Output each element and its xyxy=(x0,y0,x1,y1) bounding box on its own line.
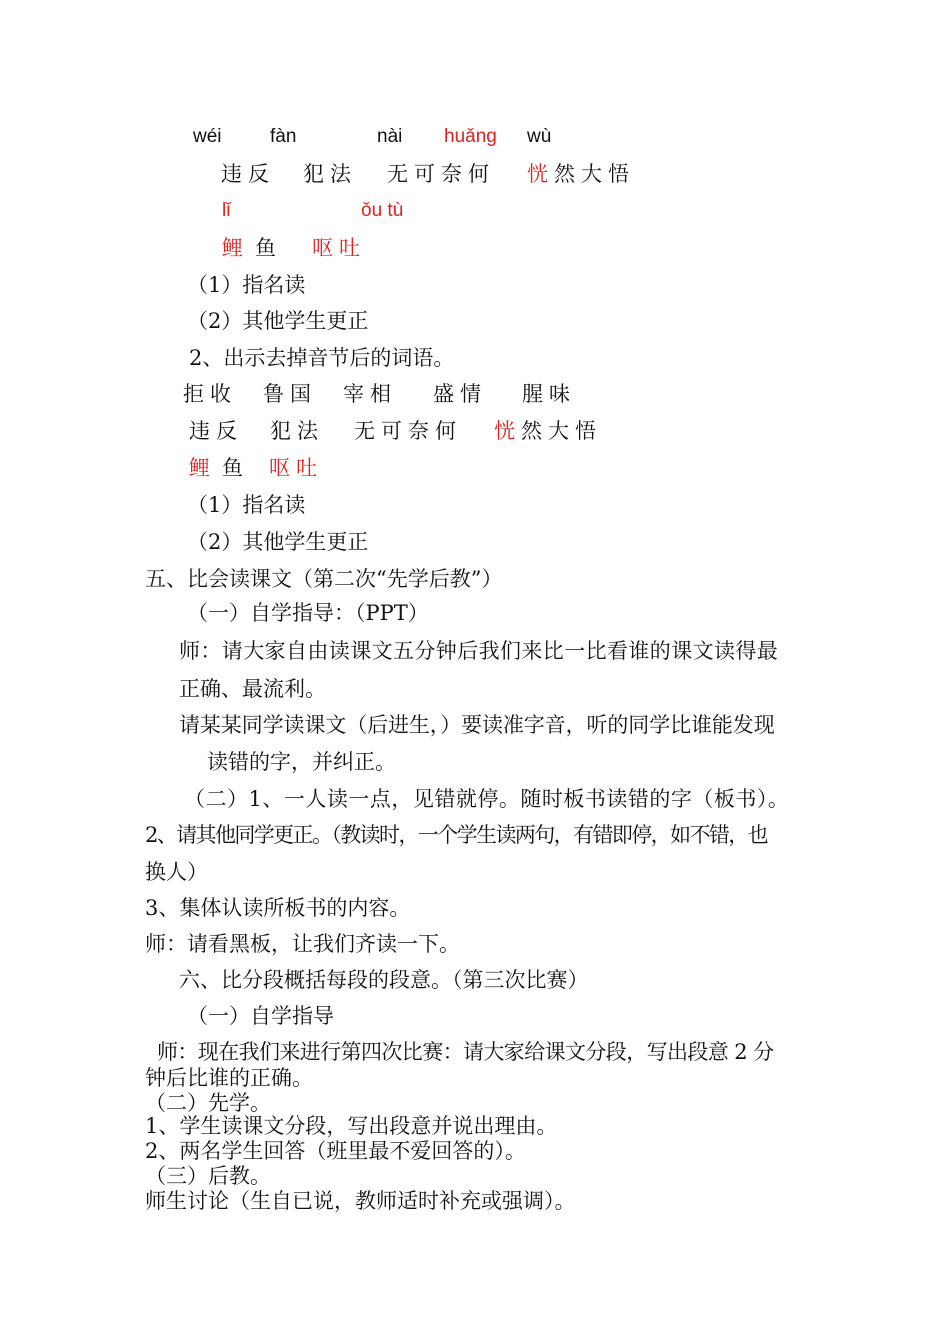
step-read-by-name: （1）指名读 xyxy=(187,273,306,297)
word-fanfa: 犯法 xyxy=(303,162,357,186)
pinyin-nai: nài xyxy=(377,126,403,147)
section6-para2: （二）先学。 xyxy=(145,1091,271,1115)
section6-para1-line1: 师：现在我们来进行第四次比赛：请大家给课文分段，写出段意 2 分 xyxy=(157,1040,774,1064)
word-li: 鲤 xyxy=(222,236,249,260)
section5-para5: 3、集体认读所板书的内容。 xyxy=(145,896,411,920)
word-outu: 呕吐 xyxy=(312,236,366,260)
section6-para3: 1、学生读课文分段，写出段意并说出理由。 xyxy=(145,1114,558,1138)
pinyin-huang: huǎng xyxy=(444,126,497,147)
word-huang-2: 恍 xyxy=(494,419,521,443)
section5-para2-line1: 请某某同学读课文（后进生，）要读准字音，听的同学比谁能发现 xyxy=(179,713,775,737)
word-jushou: 拒收 xyxy=(183,382,237,406)
step-others-correct: （2）其他学生更正 xyxy=(187,309,369,333)
pinyin-wu: wù xyxy=(527,126,552,147)
word-yu-2: 鱼 xyxy=(222,456,249,480)
section5-para1-line2: 正确、最流利。 xyxy=(179,677,326,701)
word-luguo: 鲁国 xyxy=(263,382,317,406)
section5-para1-line1: 师：请大家自由读课文五分钟后我们来比一比看谁的课文读得最 xyxy=(179,639,779,663)
section5-para4-line1: 2、请其他同学更正。（教读时，一个学生读两句，有错即停，如不错，也 xyxy=(145,823,768,847)
section5-title: 五、比会读课文（第二次“先学后教”） xyxy=(145,567,503,591)
word-yu: 鱼 xyxy=(255,236,282,260)
pinyin-wei: wéi xyxy=(193,126,222,147)
section6-para5: （三）后教。 xyxy=(145,1164,271,1188)
pinyin-li: lǐ xyxy=(222,200,231,221)
section6-para6: 师生讨论（生自已说，教师适时补充或强调）。 xyxy=(145,1189,576,1213)
section5-para4-line2: 换人） xyxy=(145,860,208,884)
section5-para3: （二）1、一人读一点，见错就停。随时板书读错的字（板书）。 xyxy=(184,787,790,811)
word-weifan: 违反 xyxy=(221,162,275,186)
block2-heading: 2、出示去掉音节后的词语。 xyxy=(189,346,455,370)
section5-para2-line2: 读错的字，并纠正。 xyxy=(207,750,396,774)
word-randawu-2: 然大悟 xyxy=(521,419,602,443)
section5-guidance: （一）自学指导：（PPT） xyxy=(187,601,429,625)
word-huang: 恍 xyxy=(527,162,554,186)
pinyin-fan: fàn xyxy=(270,126,297,147)
pinyin-outu: ǒu tù xyxy=(361,200,404,221)
section5-para6: 师：请看黑板，让我们齐读一下。 xyxy=(145,932,460,956)
word-randawu: 然大悟 xyxy=(554,162,635,186)
word-wukenaihe: 无可奈何 xyxy=(387,162,495,186)
word-xingwei: 腥味 xyxy=(522,382,576,406)
word-shengqing: 盛情 xyxy=(433,382,487,406)
word-weifan-2: 违反 xyxy=(189,419,243,443)
section6-guidance: （一）自学指导 xyxy=(187,1004,334,1028)
word-fanfa-2: 犯法 xyxy=(270,419,324,443)
step-others-correct-2: （2）其他学生更正 xyxy=(187,530,369,554)
word-zaixiang: 宰相 xyxy=(343,382,397,406)
section6-para1-line2: 钟后比谁的正确。 xyxy=(145,1066,313,1090)
section6-title: 六、比分段概括每段的段意。（第三次比赛） xyxy=(179,968,589,992)
step-read-by-name-2: （1）指名读 xyxy=(187,493,306,517)
section6-para4: 2、两名学生回答（班里最不爱回答的）。 xyxy=(145,1139,526,1163)
word-outu-2: 呕吐 xyxy=(269,456,323,480)
word-li-2: 鲤 xyxy=(189,456,216,480)
word-wukenaihe-2: 无可奈何 xyxy=(354,419,462,443)
